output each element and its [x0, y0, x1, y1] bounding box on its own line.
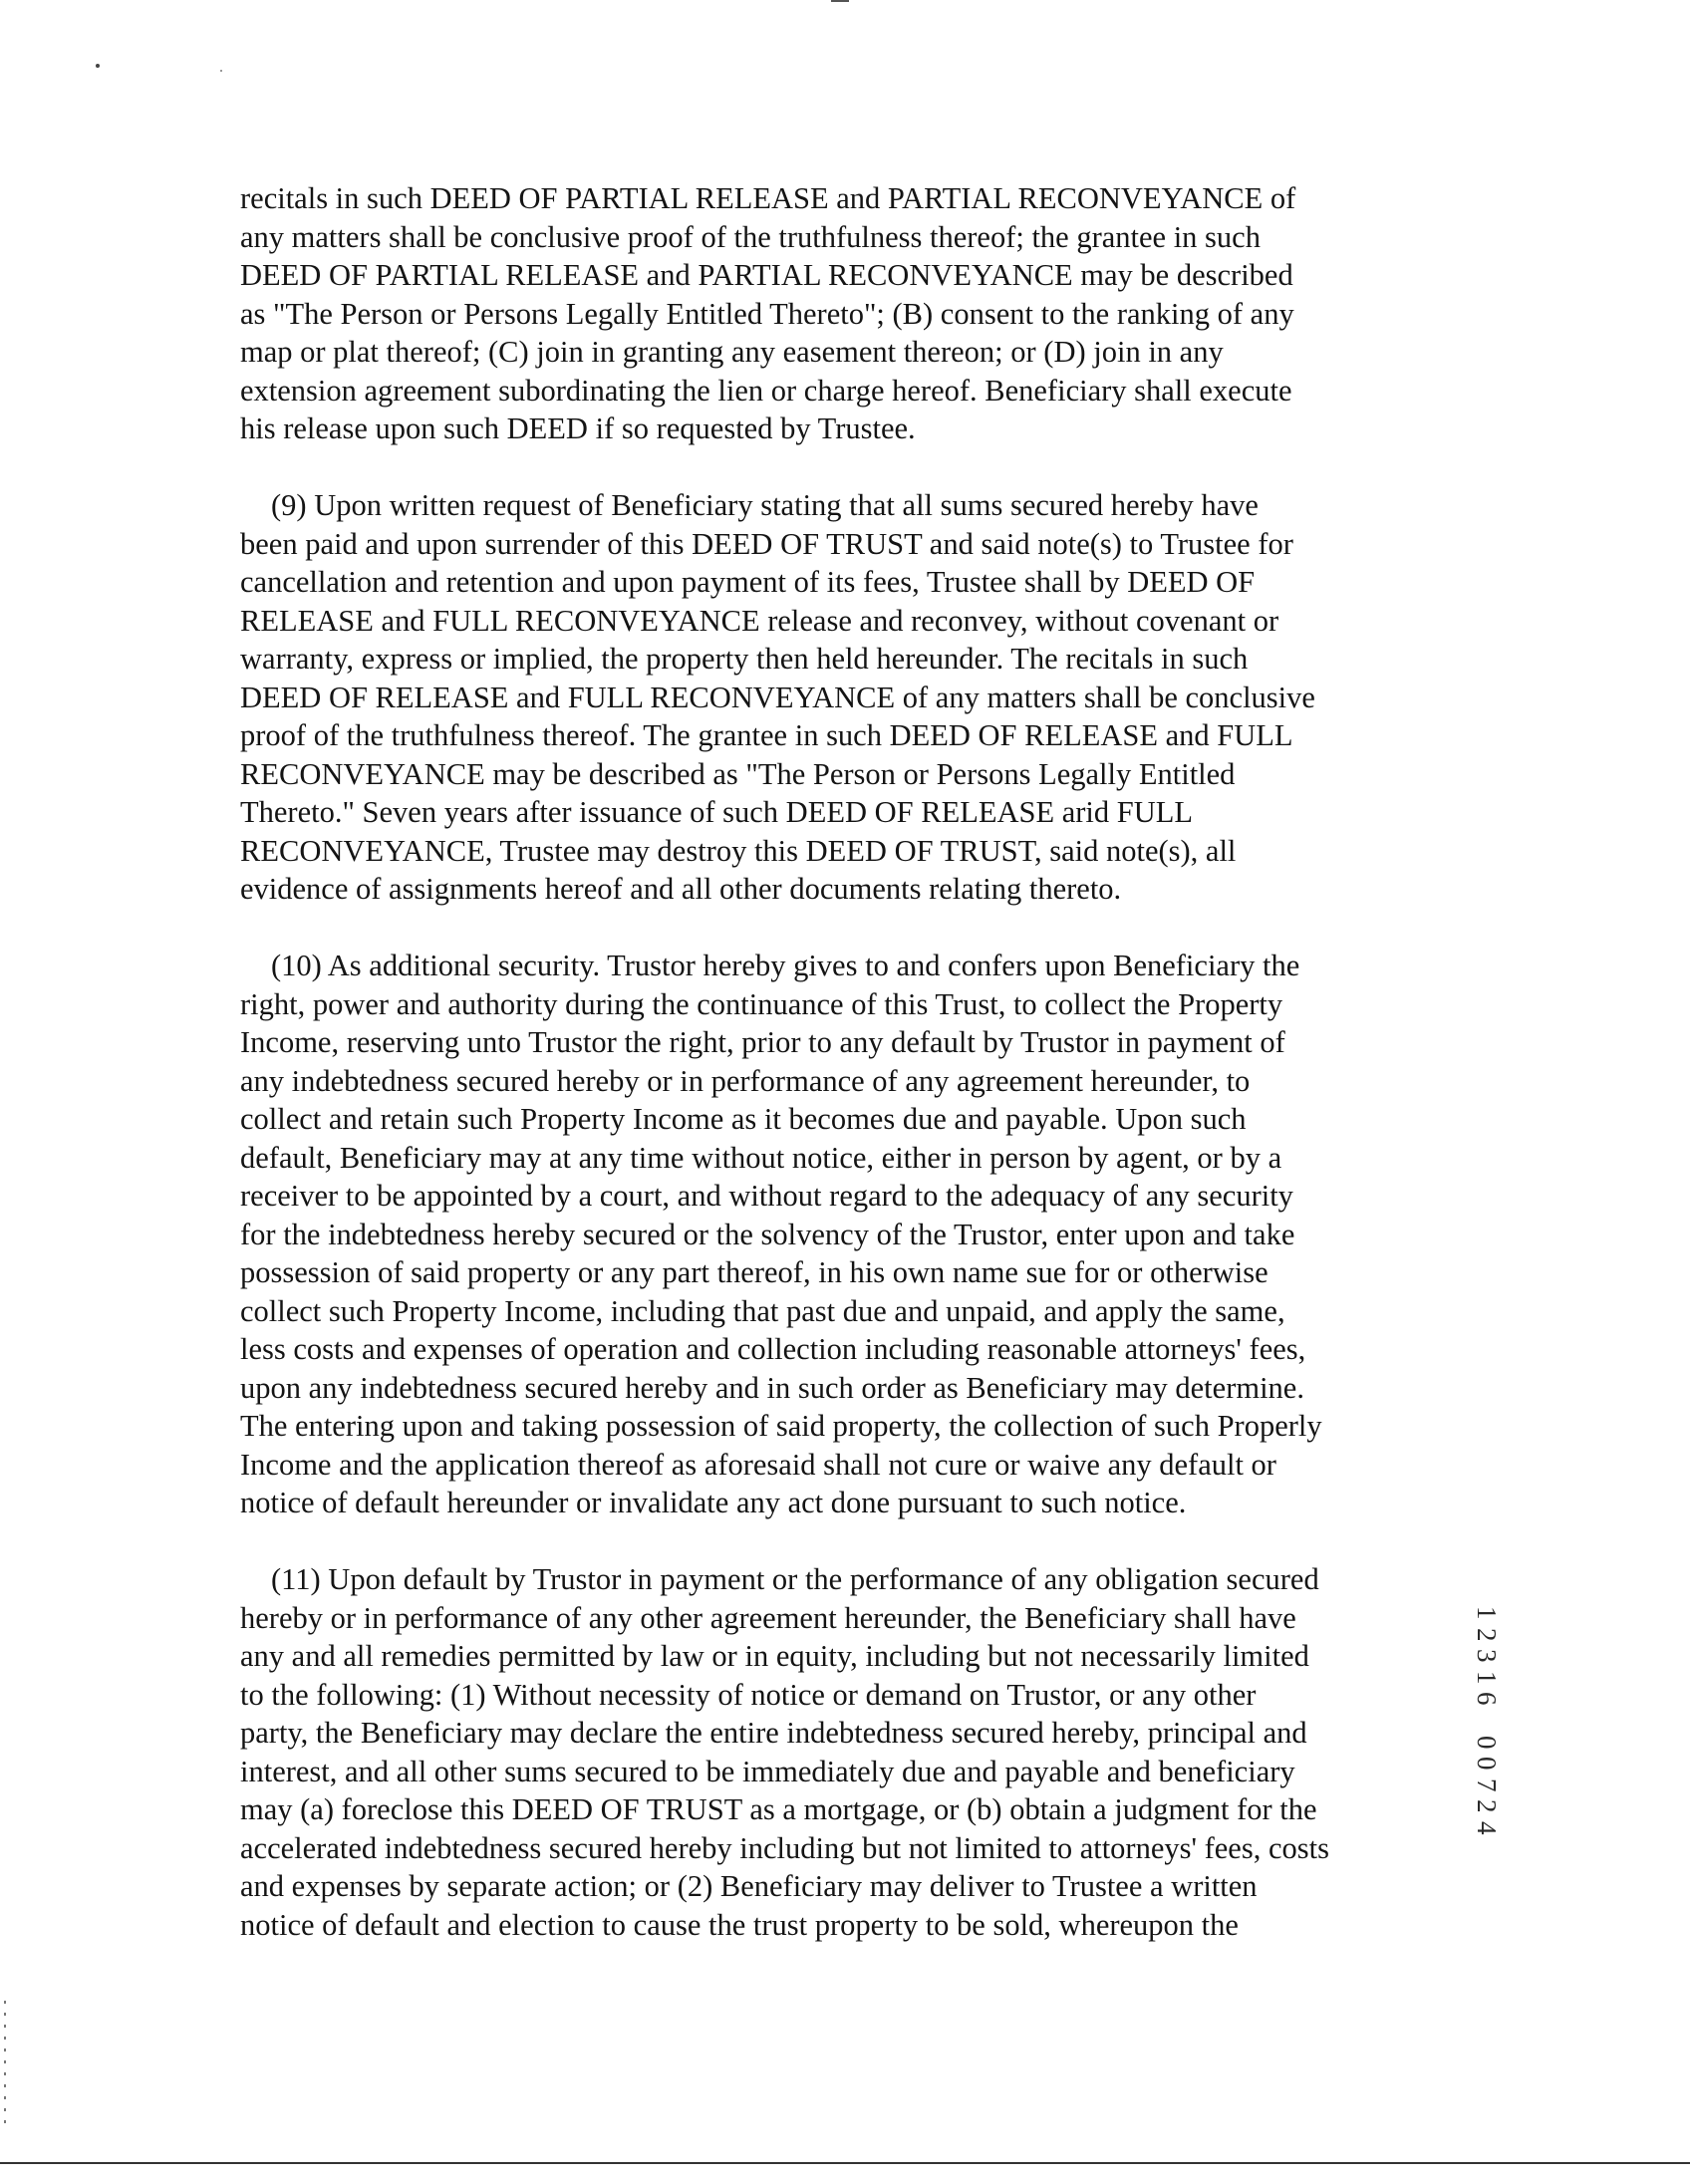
text-line: and expenses by separate action; or (2) Beneficiary may deliver to Trustee a written — [240, 1869, 1258, 1903]
bates-digit: 4 — [1471, 1820, 1502, 1834]
text-line: (11) Upon default by Trustor in payment or the performance of any obligation secured — [271, 1562, 1319, 1596]
text-line: hereby or in performance of any other agreement hereunder, the Beneficiary shall have — [240, 1600, 1296, 1635]
text-line: any matters shall be conclusive proof of the truthfulness thereof; the grantee in such — [240, 219, 1261, 254]
bates-digit: 6 — [1471, 1692, 1502, 1706]
text-line: Thereto." Seven years after issuance of such DEED OF RELEASE arid FULL — [240, 795, 1193, 829]
text-line: accelerated indebtedness secured hereby including but not limited to attorneys' fees, costs — [240, 1830, 1329, 1865]
text-line: extension agreement subordinating the lien or charge hereof. Beneficiary shall execute — [240, 373, 1292, 408]
text-line: any indebtedness secured hereby or in performance of any agreement hereunder, to — [240, 1063, 1251, 1098]
scan-edge-marks — [4, 2001, 6, 2130]
bates-digit: 1 — [1471, 1606, 1502, 1620]
text-line: receiver to be appointed by a court, and without regard to the adequacy of any security — [240, 1179, 1293, 1213]
bates-digit: 2 — [1471, 1627, 1502, 1641]
bates-stamp — [1471, 1602, 1501, 1838]
bates-digit: 0 — [1471, 1735, 1502, 1749]
text-line: evidence of assignments hereof and all other documents relating thereto. — [240, 872, 1122, 906]
text-line: any and all remedies permitted by law or in equity, including but not necessarily limited — [240, 1639, 1309, 1673]
bates-digit: 7 — [1471, 1777, 1502, 1791]
document-body — [240, 179, 1436, 1983]
text-line: less costs and expenses of operation and collection including reasonable attorneys' fees, — [240, 1332, 1306, 1366]
text-line: as "The Person or Persons Legally Entitled Thereto"; (B) consent to the ranking of any — [240, 296, 1294, 331]
text-line: Income and the application thereof as aforesaid shall not cure or waive any default or — [240, 1447, 1276, 1482]
text-line: right, power and authority during the continuance of this Trust, to collect the Property — [240, 986, 1283, 1021]
bates-digit: 0 — [1471, 1757, 1502, 1771]
text-line: The entering upon and taking possession of said property, the collection of such Properly — [240, 1409, 1322, 1443]
text-line: DEED OF RELEASE and FULL RECONVEYANCE of any matters shall be conclusive — [240, 680, 1315, 714]
scan-bottom-edge — [0, 2162, 1690, 2164]
paragraph-section-11 — [240, 1560, 1436, 1944]
text-line: proof of the truthfulness thereof. The grantee in such DEED OF RELEASE and FULL — [240, 718, 1293, 752]
scan-speck — [96, 64, 100, 68]
text-line: RECONVEYANCE, Trustee may destroy this DEED OF TRUST, said note(s), all — [240, 833, 1237, 868]
text-line: DEED OF PARTIAL RELEASE and PARTIAL RECONVEYANCE may be described — [240, 258, 1293, 292]
text-line: RECONVEYANCE may be described as "The Person or Persons Legally Entitled — [240, 756, 1236, 791]
text-line: default, Beneficiary may at any time without notice, either in person by agent, or by a — [240, 1140, 1282, 1175]
text-line: cancellation and retention and upon payment of its fees, Trustee shall by DEED OF — [240, 565, 1256, 599]
scan-speck — [220, 70, 222, 72]
text-line: map or plat thereof; (C) join in granting any easement thereon; or (D) join in any — [240, 335, 1224, 369]
paragraph-section-9 — [240, 486, 1436, 909]
text-line: been paid and upon surrender of this DEED OF TRUST and said note(s) to Trustee for — [240, 526, 1293, 561]
bates-digit: 1 — [1471, 1670, 1502, 1684]
text-line: (10) As additional security. Trustor hereby gives to and confers upon Beneficiary the — [271, 949, 1300, 982]
text-line: possession of said property or any part thereof, in his own name sue for or otherwise — [240, 1255, 1268, 1289]
text-line: collect and retain such Property Income as it becomes due and payable. Upon such — [240, 1102, 1247, 1136]
text-line: warranty, express or implied, the property then held hereunder. The recitals in such — [240, 642, 1249, 676]
paragraph-recitals — [240, 179, 1436, 448]
text-line: RELEASE and FULL RECONVEYANCE release and reconvey, without covenant or — [240, 603, 1279, 638]
text-line: (9) Upon written request of Beneficiary stating that all sums secured hereby have — [271, 488, 1259, 522]
scan-mark — [831, 0, 849, 2]
bates-digit: 2 — [1471, 1799, 1502, 1813]
text-line-first — [240, 947, 1436, 985]
text-line: notice of default hereunder or invalidate any act done pursuant to such notice. — [240, 1486, 1187, 1519]
text-line: party, the Beneficiary may declare the entire indebtedness secured hereby, principal and — [240, 1716, 1307, 1750]
paragraph-section-10 — [240, 947, 1436, 1522]
bates-digit: 3 — [1471, 1649, 1502, 1663]
text-line-first — [240, 1560, 1436, 1599]
text-line: to the following: (1) Without necessity of notice or demand on Trustor, or any other — [240, 1677, 1257, 1712]
text-line: Income, reserving unto Trustor the right, prior to any default by Trustor in payment of — [240, 1025, 1285, 1059]
text-line: for the indebtedness hereby secured or the solvency of the Trustor, enter upon and take — [240, 1217, 1295, 1251]
text-line: recitals in such DEED OF PARTIAL RELEASE and PARTIAL RECONVEYANCE of — [240, 181, 1296, 215]
text-line-first — [240, 486, 1436, 525]
text-line: his release upon such DEED if so requested by Trustee. — [240, 411, 916, 445]
text-line: interest, and all other sums secured to be immediately due and payable and beneficiary — [240, 1754, 1295, 1788]
text-line: upon any indebtedness secured hereby and in such order as Beneficiary may determine. — [240, 1370, 1304, 1405]
text-line: notice of default and election to cause the trust property to be sold, whereupon the — [240, 1907, 1239, 1942]
text-line: collect such Property Income, including that past due and unpaid, and apply the same, — [240, 1293, 1285, 1328]
text-line: may (a) foreclose this DEED OF TRUST as a mortgage, or (b) obtain a judgment for the — [240, 1792, 1317, 1826]
